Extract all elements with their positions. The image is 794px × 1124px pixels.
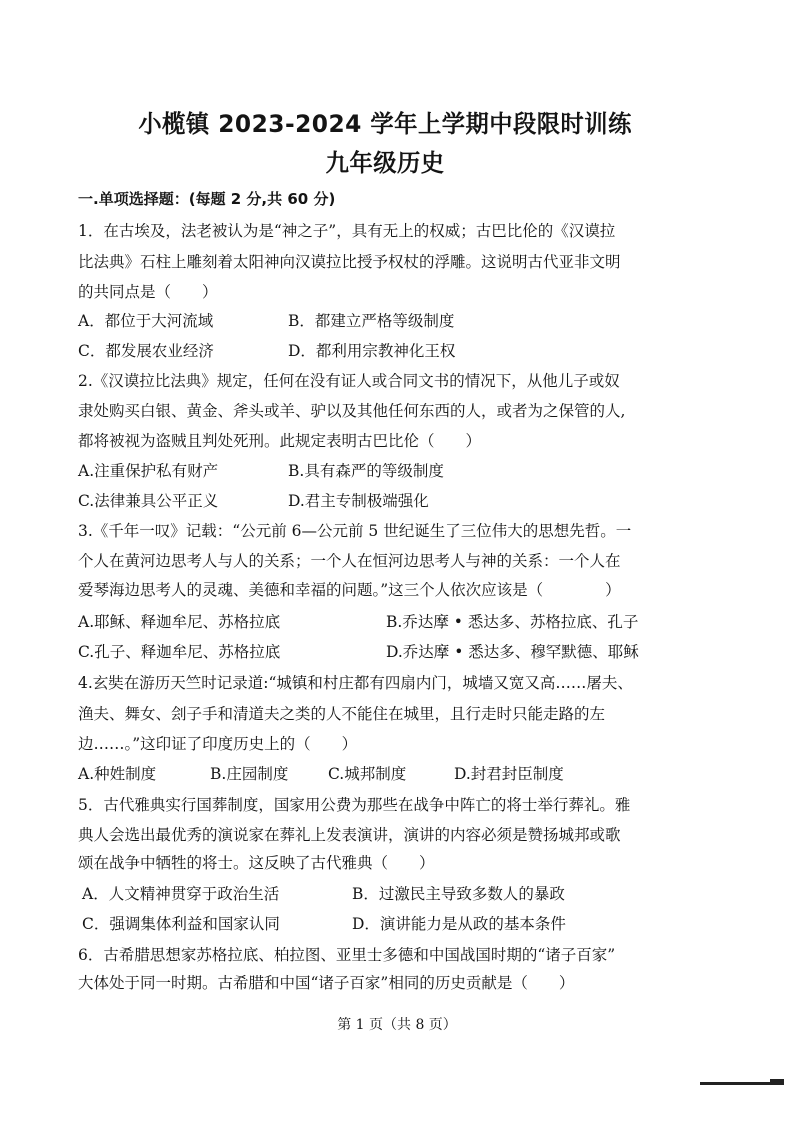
question-6-line-1: 6．古希腊思想家苏格拉底、柏拉图、亚里士多德和中国战国时期的“诸子百家” — [78, 946, 616, 964]
page-number: 第 1 页（共 8 页） — [337, 1017, 457, 1033]
question-1-option-c: C．都发展农业经济 — [78, 342, 214, 360]
question-3-line-2: 个人在黄河边思考人与人的关系；一个人在恒河边思考人与神的关系：一个人在 — [78, 552, 621, 570]
question-5-option-b: B．过激民主导致多数人的暴政 — [352, 885, 565, 903]
question-3-option-c: C.孔子、释迦牟尼、苏格拉底 — [78, 643, 281, 661]
question-5-option-a: A．人文精神贯穿于政治生活 — [82, 885, 280, 903]
question-5-line-2: 典人会选出最优秀的演说家在葬礼上发表演讲，演讲的内容必须是赞扬城邦或歌 — [78, 826, 621, 844]
question-3-option-b: B.乔达摩 • 悉达多、苏格拉底、孔子 — [386, 613, 639, 631]
question-1-option-b: B．都建立严格等级制度 — [288, 312, 455, 330]
question-1-option-a: A．都位于大河流域 — [78, 312, 214, 330]
question-2-line-3: 都将被视为盗贼且判处死刑。此规定表明古巴比伦（ ） — [78, 432, 482, 450]
question-1-line-1: 1．在古埃及，法老被认为是“神之子”，具有无上的权威；古巴比伦的《汉谟拉 — [78, 222, 616, 240]
question-4-line-3: 边……。”这印证了印度历史上的（ ） — [78, 735, 358, 753]
question-4-line-1: 4.玄奘在游历天竺时记录道:“城镇和村庄都有四扇内门，城墙又宽又高……屠夫、 — [78, 674, 633, 692]
question-4-option-c: C.城邦制度 — [328, 765, 407, 783]
exam-title: 小榄镇 2023-2024 学年上学期中段限时训练 — [138, 110, 632, 138]
question-4-option-a: A.种姓制度 — [78, 765, 157, 783]
question-2-line-1: 2.《汉谟拉比法典》规定，任何在没有证人或合同文书的情况下，从他儿子或奴 — [78, 372, 620, 390]
question-4-option-d: D.封君封臣制度 — [454, 765, 564, 783]
question-2-line-2: 隶处购买白银、黄金、斧头或羊、驴以及其他任何东西的人，或者为之保管的人, — [78, 402, 626, 420]
question-3-line-1: 3.《千年一叹》记载：“公元前 6—公元前 5 世纪诞生了三位伟大的思想先哲。一 — [78, 522, 632, 540]
question-3-line-3: 爱琴海边思考人的灵魂、美德和幸福的问题。”这三个人依次应该是（ ） — [78, 581, 621, 599]
question-5-option-c: C．强调集体利益和国家认同 — [82, 915, 280, 933]
question-2-option-b: B.具有森严的等级制度 — [288, 462, 444, 480]
scan-artifact-mark — [770, 1079, 784, 1085]
question-5-option-d: D．演讲能力是从政的基本条件 — [352, 915, 566, 933]
question-4-line-2: 渔夫、舞女、刽子手和清道夫之类的人不能住在城里，且行走时只能走路的左 — [78, 705, 606, 723]
question-3-option-a: A.耶稣、释迦牟尼、苏格拉底 — [78, 613, 281, 631]
question-1-line-3: 的共同点是（ ） — [78, 283, 218, 301]
question-2-option-c: C.法律兼具公平正义 — [78, 492, 219, 510]
question-3-option-d: D.乔达摩 • 悉达多、穆罕默德、耶稣 — [386, 643, 639, 661]
question-2-option-a: A.注重保护私有财产 — [78, 462, 219, 480]
question-1-line-2: 比法典》石柱上雕刻着太阳神向汉谟拉比授予权杖的浮雕。这说明古代亚非文明 — [78, 253, 621, 271]
question-6-line-2: 大体处于同一时期。古希腊和中国“诸子百家”相同的历史贡献是（ ） — [78, 974, 575, 992]
question-4-option-b: B.庄园制度 — [210, 765, 289, 783]
question-1-option-d: D．都利用宗教神化王权 — [288, 342, 456, 360]
question-5-line-3: 颂在战争中牺牲的将士。这反映了古代雅典（ ） — [78, 854, 435, 872]
scan-artifact-mark — [700, 1082, 770, 1085]
section-heading: 一.单项选择题：(每题 2 分,共 60 分) — [78, 190, 336, 208]
exam-subtitle: 九年级历史 — [325, 149, 445, 177]
question-2-option-d: D.君主专制极端强化 — [288, 492, 429, 510]
question-5-line-1: 5．古代雅典实行国葬制度，国家用公费为那些在战争中阵亡的将士举行葬礼。雅 — [78, 796, 631, 814]
